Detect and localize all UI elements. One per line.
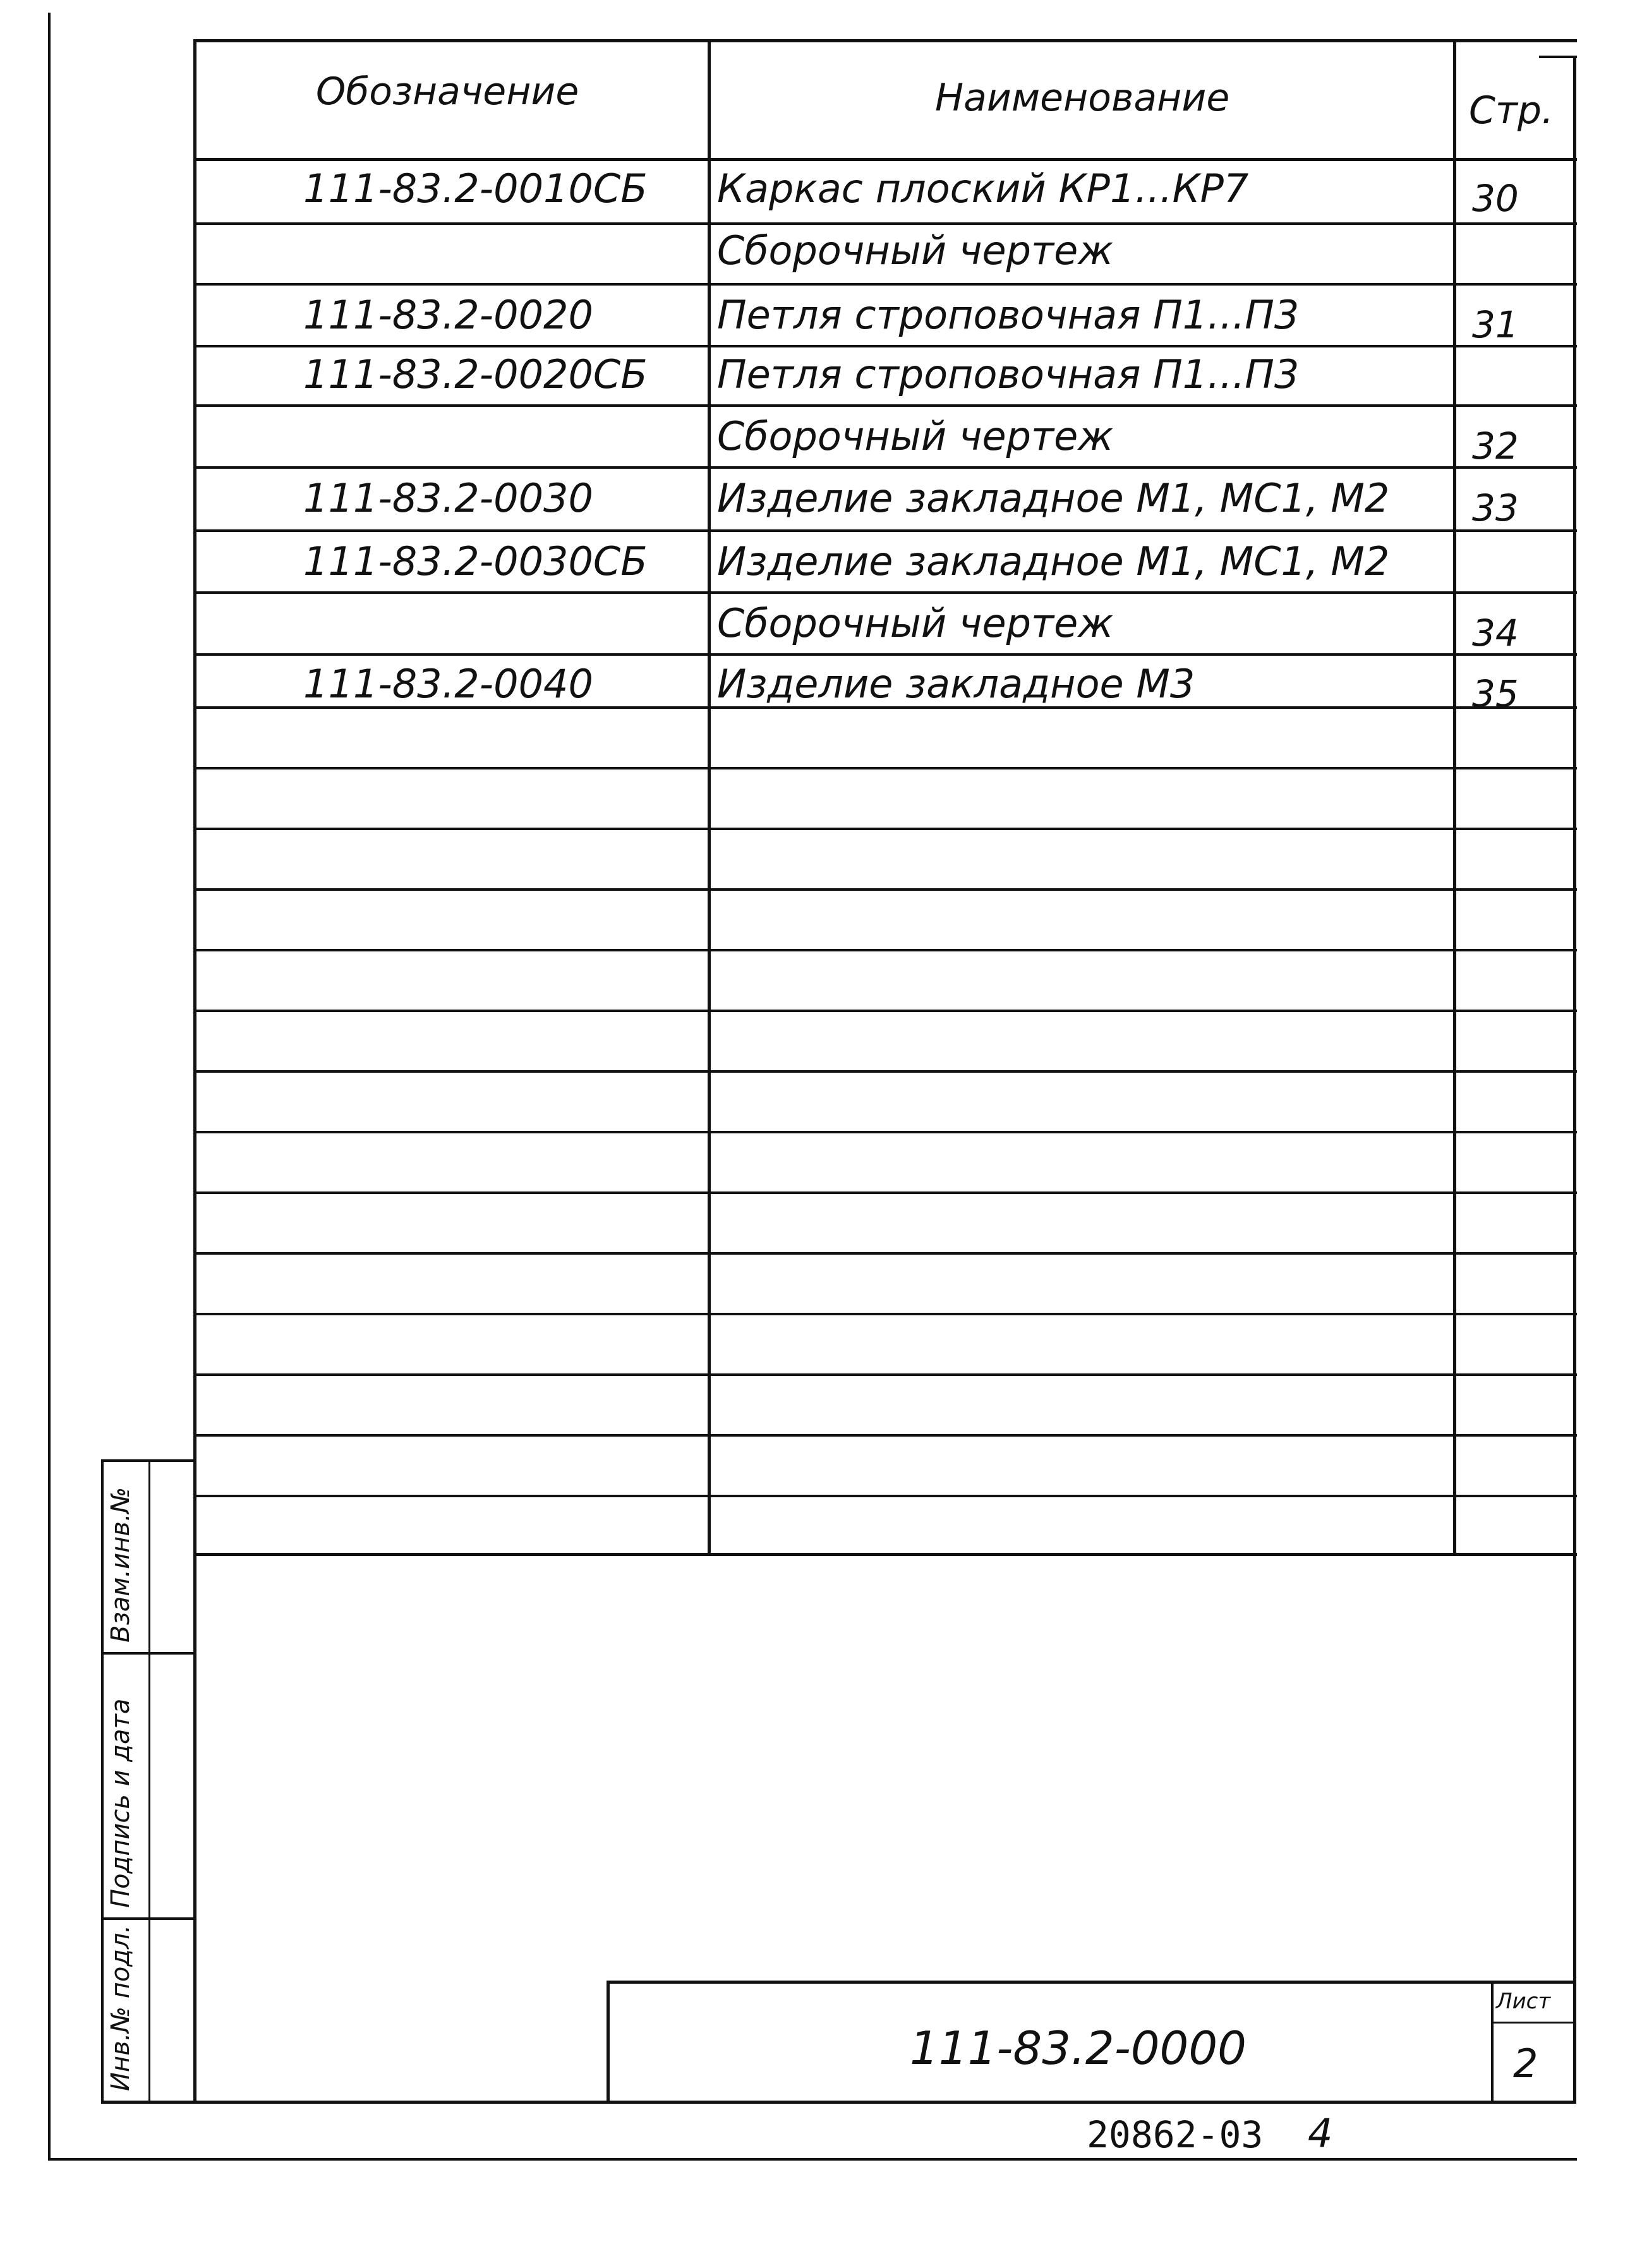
row-line	[193, 283, 1577, 286]
frame-right-margin-line	[1539, 56, 1577, 58]
sidebar-inv-podl: Инв.№ подл.	[106, 1924, 135, 2091]
cell-page: 34	[1472, 612, 1519, 654]
cell-designation: 111-83.2-0020СБ	[303, 351, 648, 397]
cell-page: 31	[1472, 303, 1519, 346]
cell-name: Изделие закладное М1, МС1, М2	[717, 475, 1390, 521]
row-line	[193, 1373, 1577, 1376]
sheet-number: 2	[1513, 2041, 1538, 2087]
row-line	[193, 1495, 1577, 1497]
sidebar-left-line	[101, 1459, 104, 2104]
archive-number: 20862-03	[1087, 2113, 1264, 2156]
copy-mark: 4	[1308, 2110, 1333, 2156]
row-line	[193, 949, 1577, 951]
row-line	[193, 1010, 1577, 1012]
row-line	[193, 1252, 1577, 1255]
row-line	[193, 466, 1577, 469]
outer-bottom-border	[48, 2158, 1577, 2161]
cell-page: 35	[1472, 672, 1519, 715]
frame-top-border	[193, 39, 1577, 42]
title-block-top	[607, 1981, 1576, 1984]
cell-name: Изделие закладное М1, МС1, М2	[717, 538, 1390, 584]
row-line	[193, 1434, 1577, 1437]
frame-bottom-border	[101, 2101, 1576, 2104]
sidebar-vzam-inv: Взам.инв.№	[106, 1487, 135, 1643]
sidebar-mid-line	[148, 1459, 150, 2104]
cell-name: Каркас плоский КР1...КР7	[717, 166, 1249, 212]
row-line	[193, 222, 1577, 225]
row-line	[193, 828, 1577, 830]
cell-name: Сборочный чертеж	[717, 600, 1114, 646]
cell-designation: 111-83.2-0010СБ	[303, 166, 648, 212]
sheet-label: Лист	[1496, 1989, 1551, 2014]
cell-name: Петля строповочная П1...П3	[717, 351, 1300, 397]
title-block-left	[607, 1981, 610, 2104]
column-divider-designation	[708, 39, 711, 1555]
row-line	[193, 1131, 1577, 1133]
cell-name: Сборочный чертеж	[717, 413, 1114, 459]
header-name: Наименование	[935, 76, 1230, 120]
header-page: Стр.	[1469, 88, 1554, 133]
cell-designation: 111-83.2-0030СБ	[303, 538, 648, 584]
row-line	[193, 1070, 1577, 1073]
cell-name: Сборочный чертеж	[717, 227, 1114, 274]
row-line	[193, 767, 1577, 769]
title-block-sheet-hline	[1491, 2022, 1576, 2024]
row-line	[193, 345, 1577, 347]
title-block-sheet-divider	[1491, 1981, 1494, 2104]
cell-designation: 111-83.2-0040	[303, 661, 593, 707]
header-bottom-line	[193, 158, 1577, 161]
header-designation: Обозначение	[316, 69, 579, 114]
column-divider-name	[1453, 39, 1456, 1555]
row-line	[193, 529, 1577, 532]
cell-page: 33	[1472, 486, 1519, 529]
row-line	[193, 1191, 1577, 1194]
cell-designation: 111-83.2-0020	[303, 292, 593, 338]
row-line	[193, 888, 1577, 891]
document-code: 111-83.2-0000	[910, 2022, 1247, 2075]
row-line	[193, 591, 1577, 594]
cell-name: Изделие закладное М3	[717, 661, 1195, 707]
sidebar-podpis-data: Подпись и дата	[106, 1698, 135, 1908]
cell-page: 30	[1472, 177, 1519, 220]
row-line	[193, 653, 1577, 656]
cell-designation: 111-83.2-0030	[303, 475, 593, 521]
frame-right-border	[1573, 56, 1576, 2104]
table-bottom-border	[193, 1553, 1577, 1556]
row-line	[193, 404, 1577, 407]
outer-left-border	[48, 13, 51, 2161]
cell-name: Петля строповочная П1...П3	[717, 292, 1300, 338]
cell-page: 32	[1472, 425, 1519, 467]
row-line	[193, 1313, 1577, 1315]
